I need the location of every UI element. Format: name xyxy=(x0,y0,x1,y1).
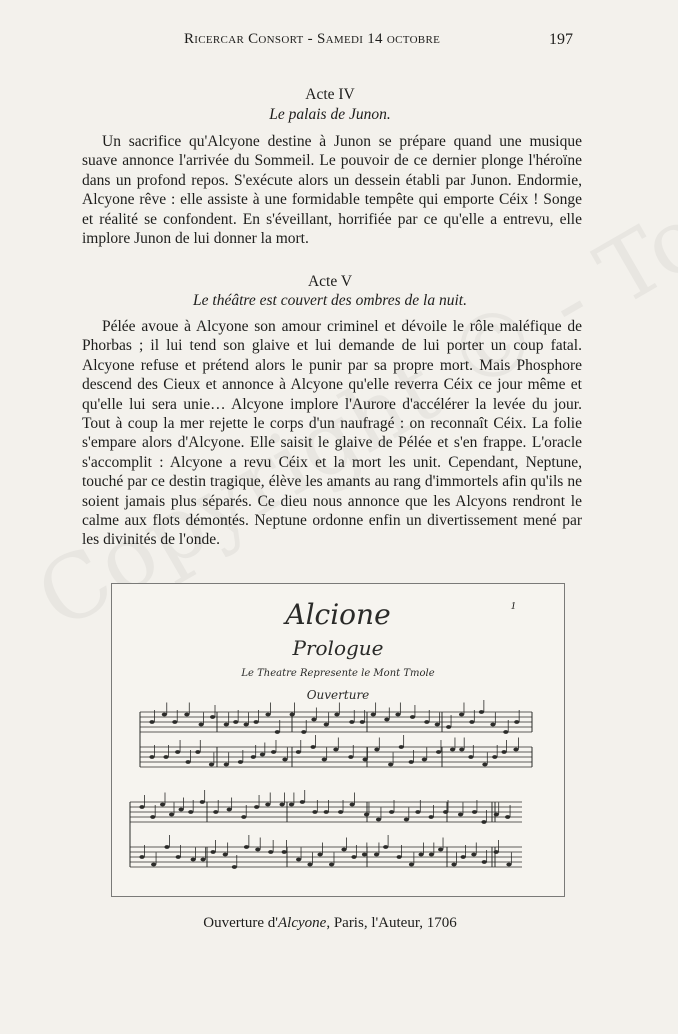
note xyxy=(450,748,455,752)
note xyxy=(389,810,394,814)
note xyxy=(482,763,487,767)
caption-text: Ouverture d' xyxy=(203,915,278,931)
note xyxy=(185,760,190,764)
note xyxy=(311,718,316,722)
note xyxy=(265,803,270,807)
note xyxy=(199,723,204,727)
barlines xyxy=(130,712,532,867)
note xyxy=(362,853,367,857)
note xyxy=(436,750,441,754)
note xyxy=(210,715,215,719)
note xyxy=(200,858,205,862)
note xyxy=(409,760,414,764)
note xyxy=(251,755,256,759)
note xyxy=(324,723,329,727)
note xyxy=(349,720,354,724)
page-number: 197 xyxy=(549,31,573,48)
note xyxy=(458,813,463,817)
note xyxy=(169,813,174,817)
note xyxy=(472,810,477,814)
score-page-mark: 1 xyxy=(510,600,516,612)
note xyxy=(471,853,476,857)
note xyxy=(333,748,338,752)
note xyxy=(461,855,466,859)
note xyxy=(409,863,414,867)
note xyxy=(374,853,379,857)
note xyxy=(296,750,301,754)
note xyxy=(435,723,440,727)
note xyxy=(351,855,356,859)
note xyxy=(200,800,205,804)
note xyxy=(501,750,506,754)
note xyxy=(415,810,420,814)
caption-title: Alcyone xyxy=(278,915,327,931)
note xyxy=(227,808,232,812)
note xyxy=(150,815,155,819)
note xyxy=(388,763,393,767)
note xyxy=(459,713,464,717)
note xyxy=(490,723,495,727)
note xyxy=(172,720,177,724)
note xyxy=(362,758,367,762)
note xyxy=(210,850,215,854)
note xyxy=(290,713,295,717)
caption-source: , Paris, l'Auteur, 1706 xyxy=(326,915,457,931)
note xyxy=(469,720,474,724)
note xyxy=(383,845,388,849)
note xyxy=(176,855,181,859)
note xyxy=(505,815,510,819)
note xyxy=(479,710,484,714)
note xyxy=(350,803,355,807)
note xyxy=(224,763,229,767)
note xyxy=(404,818,409,822)
act5-text: Pélée avoue à Alcyone son amour criminel et dévoile le rôle maléfique de Phorbas ; il lui tend son glaive et lui demande de lui porter un coup fatal. Alcyone refuse et prétend alors le punir par sa propre mort. Mais Phosphore descend des Cieux et annonce à Alcyone qu'elle reverra Céix ce jour même et qu'elle lui sera unie… Alcyone implore l'Aurore d'accélérer la levée du jour. Tout à coup la mer rejette le corps d'un naufragé : on reconnaît Céix. La folie s'empare alors d'Alcyone. Elle saisit le glaive de Pélée et s'en frappe. L'oracle s'accomplit : Alcyone a revu Céix et la mort les unit. Cependant, Neptune, touché par ce destin tragique, élève les amants au rang d'immortels afin qu'ils ne soient jamais plus séparés. Ce dieu nous annonce que les Alcyons rendront le calme aux flots démontés. Neptune ordonne enfin un divertissement mené par les divinités de l'onde. xyxy=(82,318,582,549)
note xyxy=(175,750,180,754)
note xyxy=(260,753,265,757)
note xyxy=(179,808,184,812)
act4-heading: Acte IV xyxy=(305,86,355,103)
note xyxy=(506,863,511,867)
note xyxy=(341,848,346,852)
note xyxy=(322,758,327,762)
music-staves xyxy=(112,584,564,896)
note xyxy=(275,730,280,734)
note xyxy=(241,815,246,819)
note xyxy=(329,863,334,867)
note xyxy=(195,750,200,754)
note xyxy=(244,723,249,727)
note xyxy=(338,810,343,814)
act5-paragraph xyxy=(82,317,582,550)
act5-heading: Acte V xyxy=(307,273,353,290)
score-title: Alcione xyxy=(285,598,391,631)
note xyxy=(334,713,339,717)
note xyxy=(348,755,353,759)
act4-text: Un sacrifice qu'Alcyone destine à Junon se prépare quand une musique suave annonce l'arrivée du Sommeil. Le pouvoir de ce dernier plonge l'héroïne dans un profond repos. S'exécute alors un dessein établi par Junon. Endormie, Alcyone rêve : elle assiste à une formidable tempête qui emporte Céix ! Songe et réalité se confondent. En s'éveillant, horrifiée par ce qu'elle a entrevu, elle implore Junon de lui donner la mort. xyxy=(82,133,582,248)
note xyxy=(160,803,165,807)
note xyxy=(397,855,402,859)
score-section: Ouverture xyxy=(306,688,370,702)
note xyxy=(300,800,305,804)
note xyxy=(317,853,322,857)
note xyxy=(429,815,434,819)
note xyxy=(459,748,464,752)
note xyxy=(223,853,228,857)
note xyxy=(296,858,301,862)
note xyxy=(151,863,156,867)
note xyxy=(233,720,238,724)
note xyxy=(410,715,415,719)
note xyxy=(282,758,287,762)
note xyxy=(399,745,404,749)
note xyxy=(184,713,189,717)
note xyxy=(324,810,329,814)
note xyxy=(451,863,456,867)
note xyxy=(384,718,389,722)
act4-subtitle: Le palais de Junon. xyxy=(269,106,391,123)
score-scene: Le Theatre Represente le Mont Tmole xyxy=(241,668,435,679)
note xyxy=(422,758,427,762)
note xyxy=(279,803,284,807)
running-head: Ricercar Consort - Samedi 14 octobre xyxy=(184,31,441,47)
score-figure xyxy=(111,583,565,897)
note xyxy=(360,720,365,724)
note xyxy=(268,850,273,854)
note xyxy=(438,848,443,852)
note xyxy=(213,810,218,814)
note xyxy=(149,755,154,759)
note xyxy=(514,720,519,724)
note xyxy=(289,803,294,807)
note xyxy=(164,845,169,849)
note xyxy=(482,860,487,864)
note xyxy=(209,763,214,767)
page-header xyxy=(0,31,678,53)
note xyxy=(139,855,144,859)
note xyxy=(503,730,508,734)
note xyxy=(364,813,369,817)
note xyxy=(446,725,451,729)
note xyxy=(492,755,497,759)
note xyxy=(311,745,316,749)
note xyxy=(513,748,518,752)
note xyxy=(224,723,229,727)
note xyxy=(254,720,259,724)
note xyxy=(149,720,154,724)
note xyxy=(188,810,193,814)
act5-subtitle: Le théâtre est couvert des ombres de la nuit. xyxy=(193,292,467,309)
note xyxy=(232,865,237,869)
note xyxy=(374,748,379,752)
noteheads xyxy=(139,700,519,869)
note xyxy=(494,850,499,854)
note xyxy=(481,820,486,824)
note xyxy=(395,713,400,717)
note xyxy=(255,848,260,852)
note xyxy=(376,818,381,822)
note xyxy=(282,850,287,854)
figure-caption xyxy=(80,915,580,932)
note xyxy=(312,810,317,814)
note xyxy=(468,755,473,759)
note xyxy=(371,713,376,717)
note xyxy=(443,810,448,814)
note xyxy=(139,805,144,809)
note xyxy=(244,845,249,849)
score-subtitle: Prologue xyxy=(292,636,384,660)
note xyxy=(429,853,434,857)
note xyxy=(418,853,423,857)
note xyxy=(254,805,259,809)
note xyxy=(301,730,306,734)
note xyxy=(265,713,270,717)
note xyxy=(162,713,167,717)
note xyxy=(494,813,499,817)
note xyxy=(238,760,243,764)
note xyxy=(191,858,196,862)
note xyxy=(307,863,312,867)
note xyxy=(163,755,168,759)
act4-paragraph xyxy=(82,132,582,248)
note xyxy=(424,720,429,724)
note xyxy=(271,750,276,754)
